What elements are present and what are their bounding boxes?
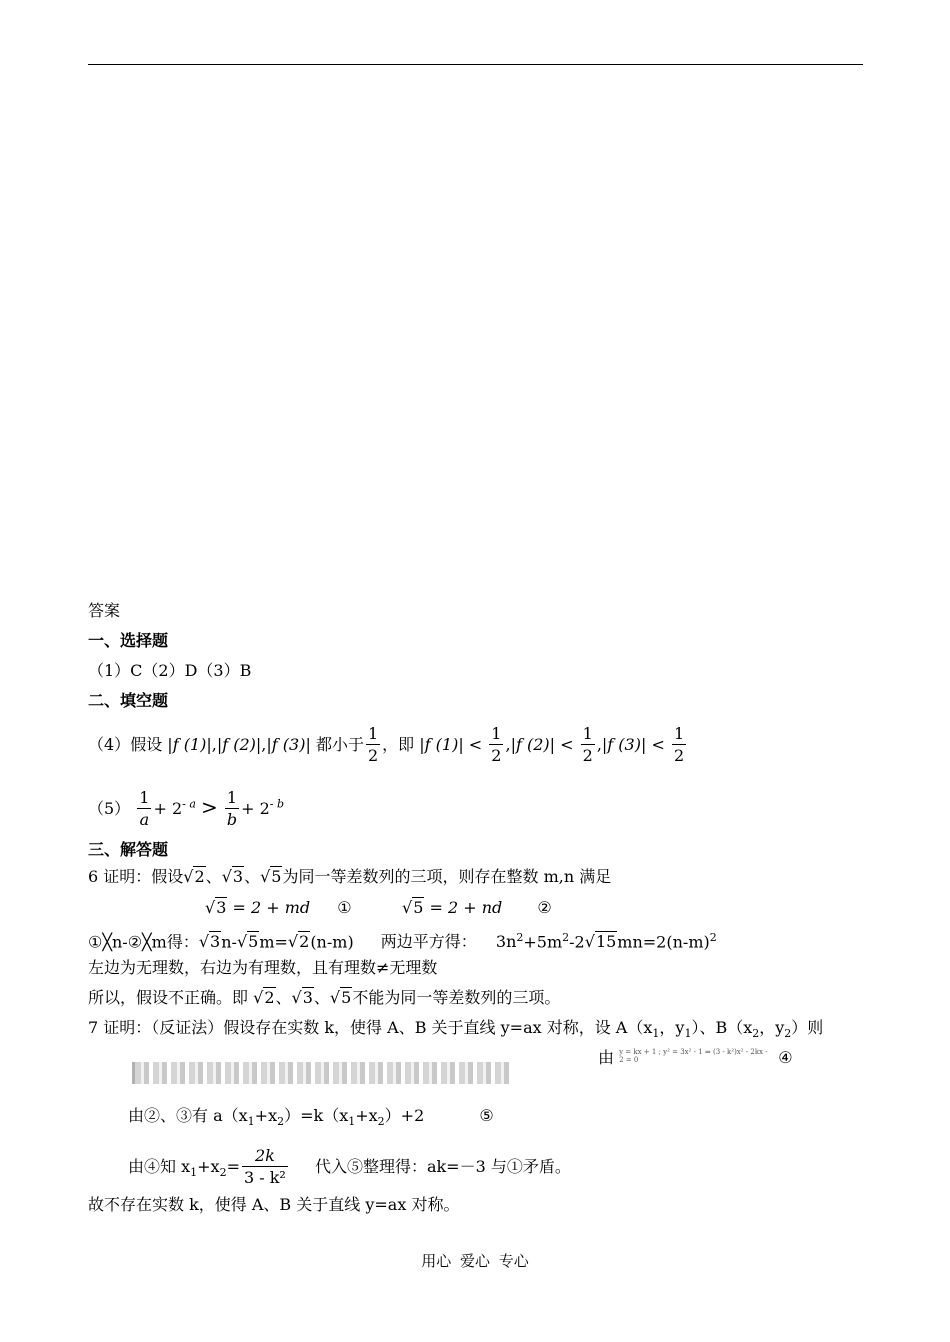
- q6-line3: ①╳n-②╳m得：√3n-√5m=√2(n-m) 两边平方得： $3n^2+5m^2-2√15mn=2(n-m)^2$: [88, 931, 717, 952]
- q5-number: （5）: [88, 799, 131, 818]
- circle-4: ④: [778, 1048, 793, 1067]
- section2-title: 二、填空题: [88, 691, 169, 710]
- q6-line1: 6 证明：假设√2、√3、√5为同一等差数列的三项，则存在整数 m,n 满足: [88, 867, 612, 886]
- q5-gt: >: [201, 795, 218, 819]
- q4-abs-f3: |f (3)|: [266, 735, 311, 754]
- circle-2: ②: [537, 898, 552, 917]
- q4-half: $\frac{1}{2}$: [367, 724, 379, 765]
- q4-abs-f1: |f (1)|: [167, 735, 212, 754]
- q4-half-2: $\frac{1}{2}$: [491, 724, 502, 765]
- q7-line3: 由②、③有 $a(x_1+x_2)=k(x_1+x_2)+2$ ⑤: [128, 1106, 494, 1129]
- q7-blurred-system: [132, 1062, 510, 1084]
- q7-line4: 由④知 $x_1+x_2=$ $\frac{2k}{\text{3 - k²}}$ 代入⑤整理得：ak=－3 与①矛盾。: [128, 1146, 571, 1187]
- q4-ji: ，即: [382, 735, 415, 754]
- q4-ineq-f3: |f (3)|: [601, 735, 647, 754]
- sqrt5: √5: [260, 867, 282, 886]
- q4-half-4: $\frac{1}{2}$: [673, 724, 685, 765]
- q7-frac: $\frac{2k}{\text{3 - k²}}$: [243, 1146, 286, 1187]
- q4-line: （4）假设 |f (1)|,|f (2)|,|f (3)| 都小于 $\frac{1}{2}$ ，即 |f (1)| < $\frac{1}{2}$ ,|f (2)| < $\frac{1}{2}$ ,|f (3)| < $\frac{1}{2}$: [88, 724, 685, 765]
- q5-plus2a: + 2: [153, 799, 183, 818]
- header-rule: [88, 64, 863, 65]
- q7-conclusion: 故不存在实数 k，使得 A、B 关于直线 y=ax 对称。: [88, 1195, 460, 1214]
- q6-eq2: √5 = 2 + nd ②: [402, 898, 552, 917]
- circle-1: ①: [337, 898, 352, 917]
- section1-content: （1）C（2）D（3）B: [88, 661, 252, 680]
- q4-mid: 都小于: [315, 735, 364, 754]
- q4-ineq-f1: |f (1)|: [419, 735, 464, 754]
- q5-line: [88, 788, 284, 831]
- page-footer: 用心 爱心 专心: [421, 1252, 529, 1270]
- q5-exp-b: - b: [269, 797, 285, 811]
- sqrt2: √2: [183, 867, 205, 886]
- section3-title: 三、解答题: [88, 840, 169, 859]
- q7-tiny-eq: y = kx + 1 ; y² = 3x² - 1 ⇒ (3 - k²)x² - 2kx - 2 = 0: [619, 1048, 768, 1064]
- blurred-equation-image: [132, 1062, 510, 1084]
- q5-exp-a: - a: [182, 797, 196, 811]
- q7-line1: 7 证明：（反证法）假设存在实数 k，使得 A、B 关于直线 y=ax 对称，设 $A(x_1$，$y_1$）、$B(x_2$，$y_2$）则: [88, 1018, 824, 1041]
- q4-pre: 假设: [130, 735, 163, 754]
- q4-abs-f2: |f (2)|: [216, 735, 262, 754]
- q4-half-3: $\frac{1}{2}$: [582, 724, 593, 765]
- q5-plus2b: + 2: [241, 799, 270, 818]
- q4-number: （4）: [88, 735, 131, 754]
- q7-you-line: 由 y = kx + 1 ; y² = 3x² - 1 ⇒ (3 - k²)x² - 2kx - 2 = 0 ④: [598, 1048, 793, 1067]
- circle-5: ⑤: [479, 1106, 494, 1125]
- q6-line5: 所以，假设不正确。即 √2、√3、√5不能为同一等差数列的三项。: [88, 988, 561, 1007]
- section1-title: 一、选择题: [88, 631, 169, 650]
- q6-eq1: √3 = 2 + md ①: [205, 898, 352, 917]
- q6-line4: 左边为无理数，右边为有理数，且有理数≠无理数: [88, 958, 438, 977]
- sqrt3: √3: [221, 867, 244, 886]
- q4-ineq-f2: |f (2)|: [510, 735, 556, 754]
- answers-title: 答案: [88, 601, 121, 620]
- q5-frac-b: $\frac{1}{b}$: [226, 788, 238, 829]
- q5-frac-a: $\frac{1}{a}$: [139, 788, 150, 829]
